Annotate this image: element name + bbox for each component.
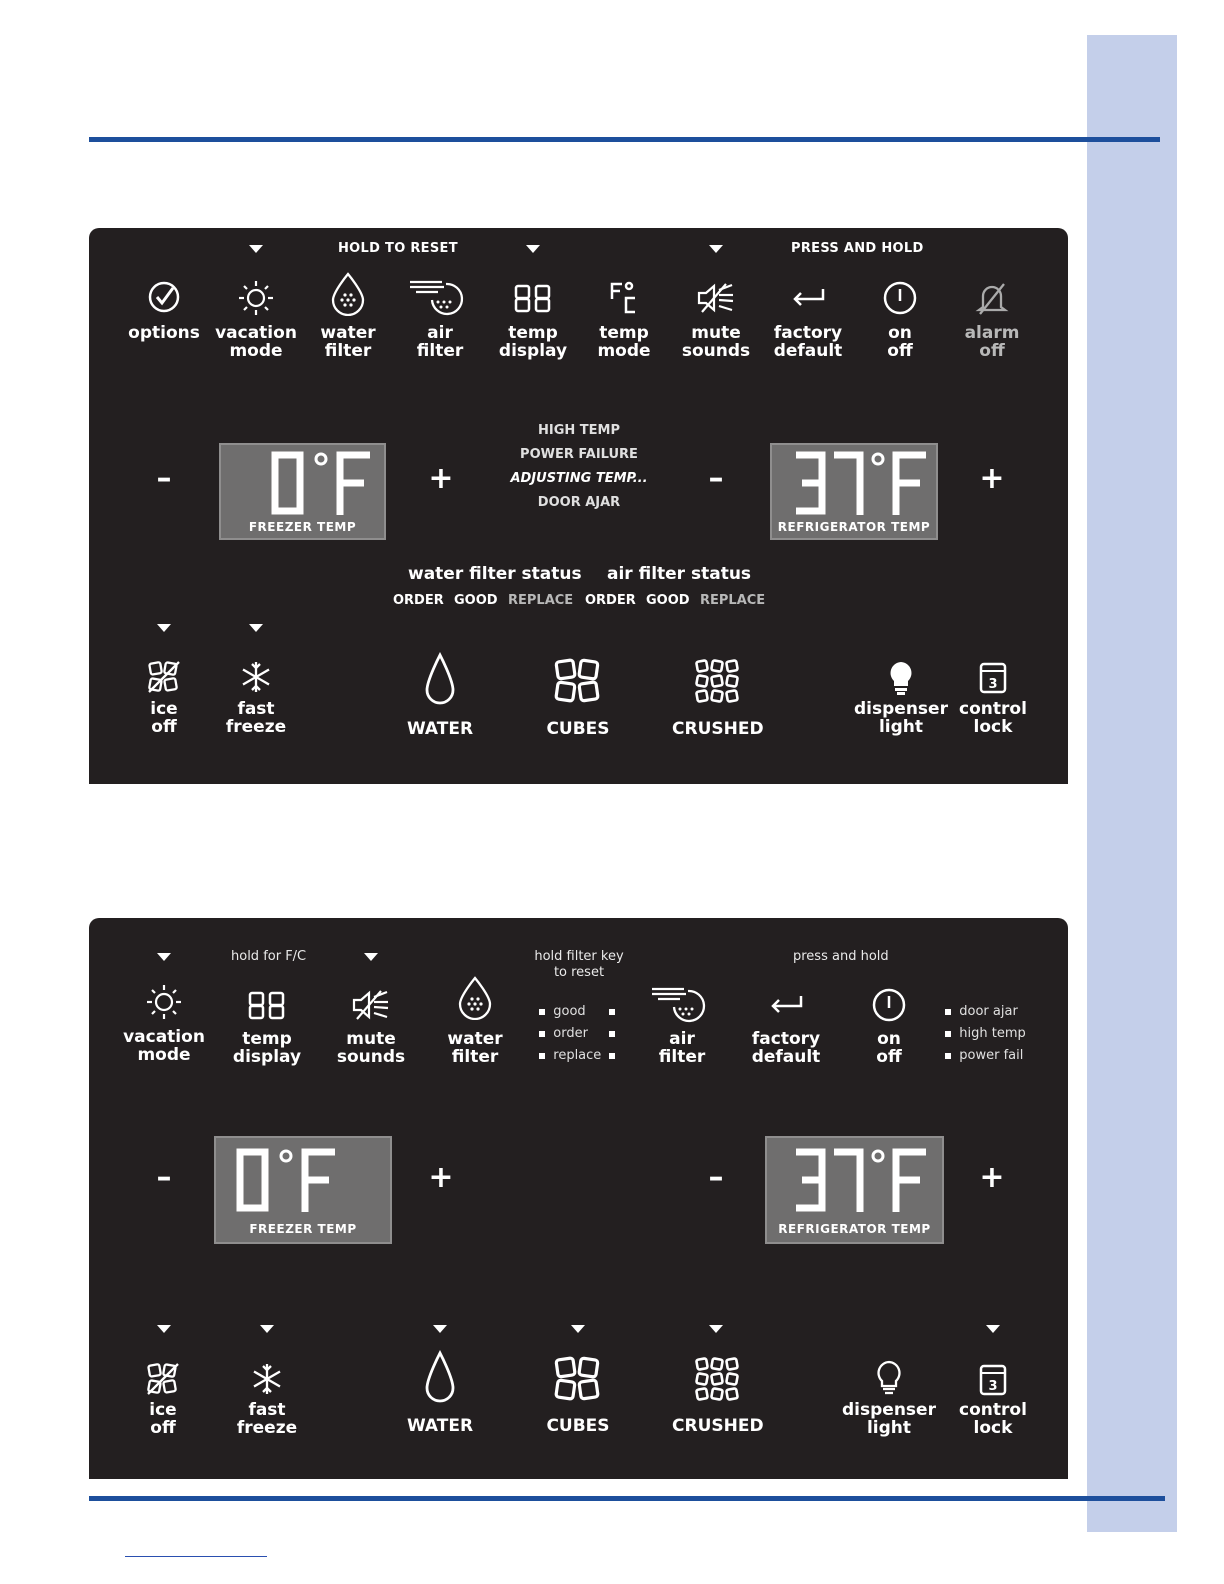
freezer-plus-button[interactable]: + bbox=[428, 1160, 454, 1195]
filter-good-indicator: good bbox=[539, 1004, 586, 1019]
water-dispense-button[interactable] bbox=[400, 652, 480, 742]
ice-off-label: ice off bbox=[149, 1400, 177, 1438]
fast-freeze-label: fast freeze bbox=[225, 699, 287, 737]
mute-sounds-button[interactable] bbox=[676, 276, 756, 366]
fast-freeze-label: fast freeze bbox=[236, 1400, 298, 1438]
sun-icon bbox=[145, 983, 183, 1021]
vacation-mode-button[interactable] bbox=[124, 983, 204, 1068]
ice-cubes-icon bbox=[553, 656, 603, 706]
ice-off-icon bbox=[146, 1362, 180, 1396]
indicator-arrow bbox=[571, 1325, 585, 1333]
factory-default-button[interactable] bbox=[768, 276, 848, 366]
light-bulb-icon bbox=[875, 1360, 903, 1396]
lock-3-icon bbox=[978, 1362, 1008, 1396]
air-filter-icon bbox=[650, 985, 706, 1023]
sun-icon bbox=[237, 279, 275, 317]
refrigerator-temp-display bbox=[765, 1136, 944, 1244]
power-failure-alert: POWER FAILURE bbox=[520, 447, 638, 462]
crushed-ice-icon bbox=[694, 658, 740, 704]
refrigerator-minus-button[interactable]: – bbox=[708, 461, 724, 496]
refrigerator-temp-digits bbox=[792, 1146, 932, 1218]
indicator-led bbox=[539, 1009, 545, 1015]
indicator-arrow bbox=[157, 953, 171, 961]
speaker-mute-icon bbox=[696, 282, 736, 314]
on-off-label: on off bbox=[887, 323, 913, 361]
dispenser-light-label: dispenser light bbox=[842, 1400, 936, 1438]
water-drop-filter-icon bbox=[456, 976, 494, 1020]
indicator-arrow bbox=[260, 1325, 274, 1333]
air-filter-button[interactable] bbox=[642, 983, 722, 1068]
cubes-label: CUBES bbox=[546, 1416, 610, 1436]
indicator-arrow bbox=[249, 624, 263, 632]
ice-off-icon bbox=[147, 660, 181, 694]
power-fail-indicator: power fail bbox=[945, 1048, 1023, 1063]
door-ajar-alert: DOOR AJAR bbox=[537, 495, 621, 510]
water-drop-icon bbox=[424, 1350, 456, 1404]
indicator-led bbox=[609, 1053, 615, 1059]
refrigerator-plus-button[interactable]: + bbox=[979, 1160, 1005, 1195]
freezer-temp-caption: FREEZER TEMP bbox=[248, 520, 357, 534]
freezer-temp-display bbox=[214, 1136, 392, 1244]
on-off-label: on off bbox=[876, 1029, 902, 1067]
page-side-tab bbox=[1087, 35, 1177, 1532]
air-filter-good: GOOD bbox=[646, 593, 690, 608]
door-status-indicators bbox=[945, 1004, 1055, 1074]
bell-off-icon bbox=[974, 280, 1010, 318]
mute-sounds-label: mute sounds bbox=[336, 1029, 406, 1067]
press-and-hold-label: PRESS AND HOLD bbox=[791, 241, 924, 256]
temp-mode-label: temp mode bbox=[597, 323, 651, 361]
water-label: WATER bbox=[406, 719, 474, 739]
indicator-arrow bbox=[433, 1325, 447, 1333]
high-temp-alert: HIGH TEMP bbox=[537, 423, 620, 438]
on-off-button[interactable] bbox=[860, 276, 940, 366]
filter-status-indicators bbox=[539, 1004, 619, 1074]
water-filter-order: ORDER bbox=[393, 593, 444, 608]
air-filter-status-title: air filter status bbox=[607, 564, 752, 584]
cubes-label: CUBES bbox=[546, 719, 610, 739]
indicator-led bbox=[945, 1009, 951, 1015]
air-filter-button[interactable] bbox=[400, 276, 480, 366]
refrigerator-plus-button[interactable]: + bbox=[979, 461, 1005, 496]
water-drop-filter-icon bbox=[329, 272, 367, 316]
crushed-dispense-button[interactable] bbox=[672, 1350, 762, 1440]
control-lock-label: control lock bbox=[959, 699, 1027, 737]
indicator-arrow bbox=[709, 1325, 723, 1333]
press-and-hold-label: press and hold bbox=[793, 949, 889, 964]
mute-sounds-label: mute sounds bbox=[681, 323, 751, 361]
control-lock-button[interactable] bbox=[948, 1360, 1038, 1445]
indicator-led bbox=[945, 1053, 951, 1059]
on-off-button[interactable] bbox=[849, 983, 929, 1068]
crushed-ice-icon bbox=[694, 1356, 740, 1402]
snowflake-icon bbox=[239, 660, 273, 694]
water-label: WATER bbox=[406, 1416, 474, 1436]
refrigerator-temp-display bbox=[770, 443, 938, 540]
return-arrow-icon bbox=[768, 993, 804, 1017]
snowflake-icon bbox=[250, 1362, 284, 1396]
hold-filter-key-label: hold filter key to reset bbox=[534, 949, 624, 980]
ice-off-label: ice off bbox=[150, 699, 178, 737]
alert-indicators bbox=[489, 423, 669, 523]
dispenser-light-button[interactable] bbox=[839, 1360, 939, 1445]
vacation-label: vacation mode bbox=[123, 1027, 205, 1065]
high-temp-indicator: high temp bbox=[945, 1026, 1026, 1041]
power-icon bbox=[882, 280, 918, 316]
water-filter-label: water filter bbox=[447, 1029, 503, 1067]
air-filter-icon bbox=[408, 278, 464, 316]
lock-3-icon bbox=[978, 660, 1008, 694]
freezer-plus-button[interactable]: + bbox=[428, 461, 454, 496]
cubes-dispense-button[interactable] bbox=[538, 652, 618, 742]
indicator-arrow bbox=[157, 1325, 171, 1333]
refrigerator-temp-digits bbox=[792, 449, 932, 521]
control-panel-style-2 bbox=[89, 918, 1068, 1479]
control-panel-style-1 bbox=[89, 228, 1068, 784]
freezer-temp-caption: FREEZER TEMP bbox=[249, 1222, 357, 1236]
temp-display-button[interactable] bbox=[493, 276, 573, 366]
water-filter-button[interactable] bbox=[308, 272, 388, 366]
factory-default-label: factory default bbox=[773, 323, 843, 361]
indicator-arrow bbox=[986, 1325, 1000, 1333]
water-drop-icon bbox=[424, 652, 456, 706]
power-icon bbox=[871, 987, 907, 1023]
dispenser-light-label: dispenser light bbox=[854, 699, 948, 737]
filter-replace-indicator: replace bbox=[539, 1048, 601, 1063]
crushed-dispense-button[interactable] bbox=[672, 652, 762, 742]
svg-text:3: 3 bbox=[988, 677, 998, 692]
filter-order-indicator: order bbox=[539, 1026, 588, 1041]
water-filter-button[interactable] bbox=[435, 976, 515, 1068]
alarm-off-label: alarm off bbox=[964, 323, 1020, 361]
indicator-arrow bbox=[157, 624, 171, 632]
hold-fc-label: hold for F/C bbox=[231, 949, 307, 964]
indicator-led bbox=[609, 1031, 615, 1037]
indicator-led bbox=[539, 1053, 545, 1059]
fahrenheit-celsius-icon bbox=[609, 281, 639, 315]
vacation-label: vacation mode bbox=[215, 323, 297, 361]
indicator-arrow bbox=[526, 245, 540, 253]
refrigerator-temp-caption: REFRIGERATOR TEMP bbox=[777, 520, 931, 534]
return-arrow-icon bbox=[790, 286, 826, 310]
indicator-led bbox=[539, 1031, 545, 1037]
crushed-label: CRUSHED bbox=[672, 719, 764, 739]
fast-freeze-button[interactable] bbox=[216, 658, 296, 743]
speaker-mute-icon bbox=[351, 989, 391, 1021]
temp-display-label: temp display bbox=[232, 1029, 302, 1067]
factory-default-button[interactable] bbox=[746, 983, 826, 1068]
water-filter-replace: REPLACE bbox=[508, 593, 574, 608]
water-dispense-button[interactable] bbox=[400, 1350, 480, 1440]
light-bulb-icon bbox=[887, 660, 915, 696]
water-filter-good: GOOD bbox=[454, 593, 498, 608]
fast-freeze-button[interactable] bbox=[227, 1360, 307, 1445]
crushed-label: CRUSHED bbox=[672, 1416, 764, 1436]
dispenser-light-button[interactable] bbox=[851, 658, 951, 743]
hold-to-reset-label: HOLD TO RESET bbox=[338, 241, 458, 256]
top-rule bbox=[89, 137, 1160, 142]
double-eight-icon bbox=[513, 284, 553, 314]
adjusting-temp-alert: ADJUSTING TEMP... bbox=[510, 471, 648, 486]
indicator-led bbox=[945, 1031, 951, 1037]
alarm-off-button[interactable] bbox=[952, 276, 1032, 366]
footer-underline bbox=[125, 1556, 267, 1557]
air-filter-order: ORDER bbox=[585, 593, 636, 608]
options-button[interactable] bbox=[124, 276, 204, 366]
double-eight-icon bbox=[247, 991, 287, 1021]
control-lock-label: control lock bbox=[959, 1400, 1027, 1438]
indicator-arrow bbox=[709, 245, 723, 253]
freezer-temp-display bbox=[219, 443, 386, 540]
options-label: options bbox=[128, 323, 200, 343]
indicator-arrow bbox=[249, 245, 263, 253]
cubes-dispense-button[interactable] bbox=[538, 1350, 618, 1440]
freezer-temp-digits bbox=[270, 449, 380, 521]
refrigerator-minus-button[interactable]: – bbox=[708, 1160, 724, 1195]
water-filter-label: water filter bbox=[320, 323, 376, 361]
water-filter-status-title: water filter status bbox=[408, 564, 582, 584]
factory-default-label: factory default bbox=[751, 1029, 821, 1067]
air-filter-replace: REPLACE bbox=[700, 593, 766, 608]
check-circle-icon bbox=[147, 280, 181, 314]
refrigerator-temp-caption: REFRIGERATOR TEMP bbox=[778, 1222, 931, 1236]
bottom-rule bbox=[89, 1496, 1165, 1501]
temp-display-label: temp display bbox=[498, 323, 568, 361]
temp-display-button[interactable] bbox=[227, 983, 307, 1068]
mute-sounds-button[interactable] bbox=[331, 983, 411, 1068]
ice-off-button[interactable] bbox=[123, 1360, 203, 1445]
freezer-minus-button[interactable]: – bbox=[156, 461, 172, 496]
ice-off-button[interactable] bbox=[124, 658, 204, 743]
svg-text:3: 3 bbox=[988, 1379, 998, 1394]
freezer-minus-button[interactable]: – bbox=[156, 1160, 172, 1195]
indicator-arrow bbox=[364, 953, 378, 961]
vacation-mode-button[interactable] bbox=[216, 276, 296, 366]
air-filter-label: air filter bbox=[658, 1029, 706, 1067]
temp-mode-button[interactable] bbox=[584, 276, 664, 366]
ice-cubes-icon bbox=[553, 1354, 603, 1404]
air-filter-label: air filter bbox=[416, 323, 464, 361]
indicator-led bbox=[609, 1009, 615, 1015]
door-ajar-indicator: door ajar bbox=[945, 1004, 1018, 1019]
freezer-temp-digits bbox=[235, 1146, 345, 1218]
control-lock-button[interactable] bbox=[948, 658, 1038, 743]
